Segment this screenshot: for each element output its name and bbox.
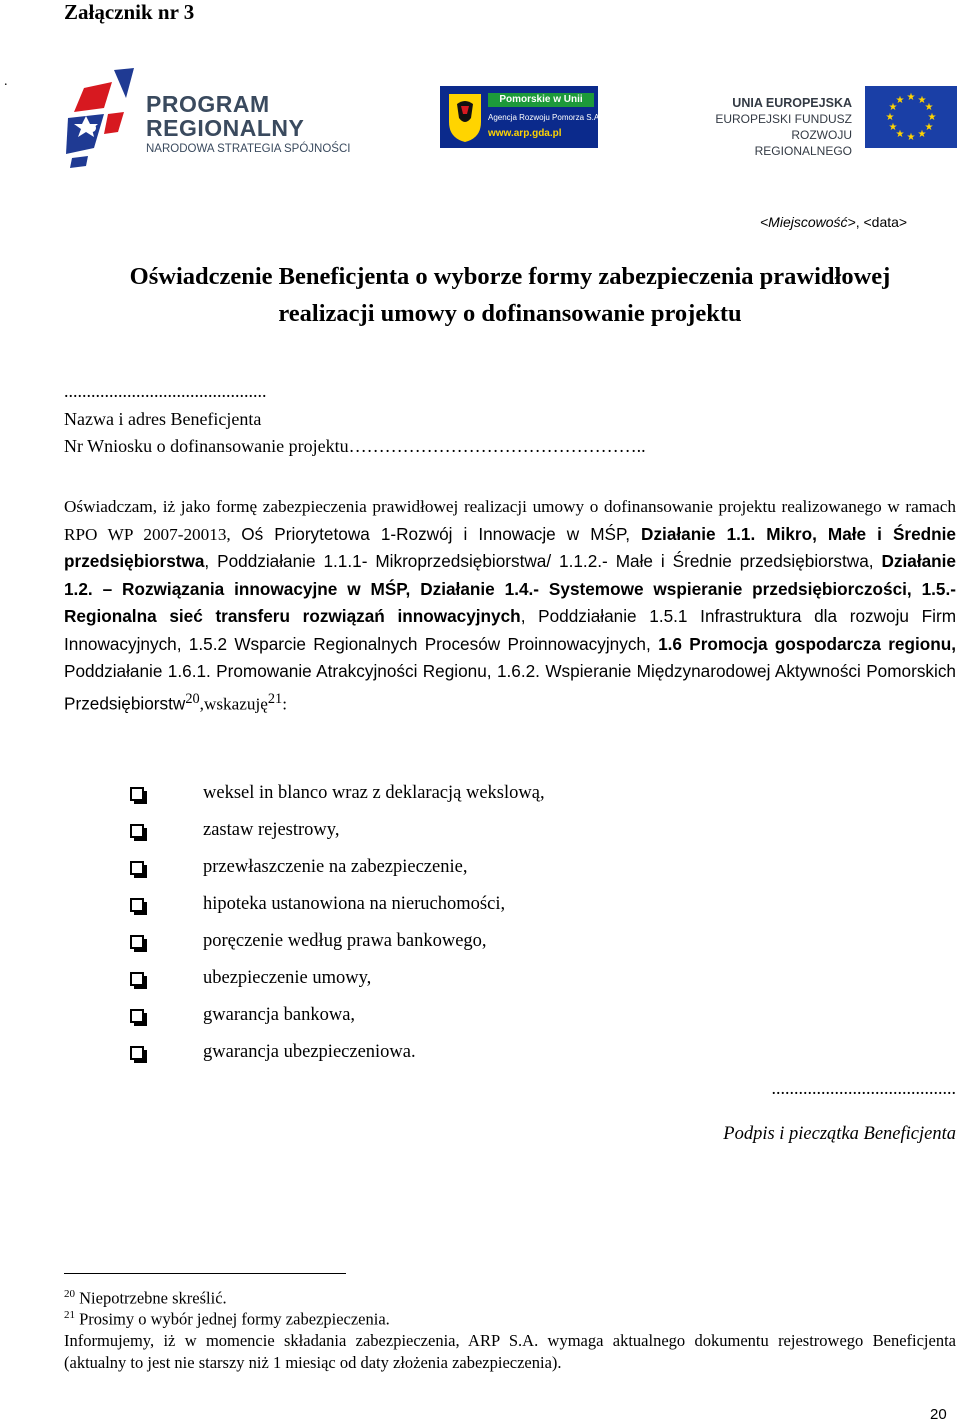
svg-text:★: ★ [906,132,916,143]
signature-label: Podpis i pieczątka Beneficjenta [723,1124,956,1144]
svg-text:★: ★ [895,95,905,106]
footnote-number: 21 [64,1309,75,1321]
svg-text:★: ★ [885,112,895,123]
svg-text:★: ★ [888,102,898,113]
checkbox-icon[interactable] [130,787,144,801]
decl-part-2: Oś Priorytetowa 1-Rozwój i Innowacje w MŚP, [241,523,642,544]
decl-part-1: Oświadczam, iż jako formę zabezpieczenia prawidłowej realizacji umowy o dofinansowanie projektu realizowanego w ramach RPO WP 2007-20013, [64,497,956,544]
option-label: gwarancja bankowa, [203,1005,356,1025]
svg-text:★: ★ [895,129,905,140]
footnote-21 [64,1305,390,1330]
decl-part-10: : [282,694,287,714]
footnote-info: Informujemy, iż w momencie składania zabezpieczenia, ARP S.A. wymaga aktualnego dokumentu rejestrowego Beneficjenta (aktualny to jest nie starszy niż 1 miesiąc od daty złożenia zabezpieczenia). [64,1331,956,1372]
option-bank-surety[interactable] [130,923,545,960]
decl-part-7: 1.6 Promocja gospodarcza regionu, [658,633,956,654]
footnote-ref-21: 21 [267,690,283,707]
eu-flag-icon [865,86,957,148]
beneficiary-block [64,406,646,460]
footnote-text: Niepotrzebne skreślić. [79,1288,227,1308]
svg-text:★: ★ [906,92,916,103]
footnote-ref-20: 20 [185,690,200,707]
option-transfer-of-ownership[interactable] [130,849,545,886]
pomorskie-url: www.arp.gda.pl [488,128,562,139]
option-label: gwarancja ubezpieczeniowa. [203,1042,416,1062]
eu-line3: ROZWOJU REGIONALNEGO [754,128,852,158]
decl-part-5: Działanie 1.2. – Rozwiązania innowacyjne w MŚP, Działanie 1.4.- Systemowe wspieranie przedsiębiorczości, 1.5.- Regionalna sieć transferu rozwiązań innowacyjnych [64,551,956,626]
pomorskie-subtitle: Agencja Rozwoju Pomorza S.A. [488,113,602,122]
option-label: weksel in blanco wraz z deklaracją wekslową, [203,783,545,803]
place-placeholder: <Miejscowość> [760,214,856,230]
signature-dots: ......................................... [771,1078,956,1098]
beneficiary-dots: ............................................. [64,381,267,401]
nss-line: NARODOWA STRATEGIA SPÓJNOŚCI [146,143,351,155]
checkbox-icon[interactable] [130,1009,144,1023]
security-options-list [130,775,545,1071]
option-promissory-note[interactable] [130,775,545,812]
program-regionalny-logo-icon [64,68,146,168]
application-number-dots: ………………………………………….. [348,436,646,456]
footnote-number: 20 [64,1288,75,1300]
beneficiary-name-label: Nazwa i adres Beneficjenta [64,409,262,429]
decl-part-8: Poddziałanie 1.6.1. Promowanie Atrakcyjności Regionu, 1.6.2. Wspieranie Międzynarodowej Aktywności Pomorskich Przedsiębiorstw [64,661,956,714]
option-label: przewłaszczenie na zabezpieczenie, [203,857,468,877]
decl-part-6: , Poddziałanie 1.5.1 Infrastruktura dla rozwoju Firm Innowacyjnych, 1.5.2 Wsparcie Regionalnych Procesów Proinnowacyjnych, [64,606,957,654]
checkbox-icon[interactable] [130,824,144,838]
checkbox-icon[interactable] [130,898,144,912]
svg-text:★: ★ [924,102,934,113]
stray-dot: . [4,74,8,89]
title-line-2: realizacji umowy o dofinansowanie projektu [278,300,742,327]
decl-part-3: Działanie 1.1. Mikro, Małe i Średnie przedsiębiorstwa [64,523,956,571]
place-date-separator: , [855,214,864,230]
option-mortgage[interactable] [130,886,545,923]
svg-text:★: ★ [917,129,927,140]
annex-title: Załącznik nr 3 [64,0,195,24]
date-placeholder: <data> [863,214,908,230]
option-label: ubezpieczenie umowy, [203,968,372,988]
option-bank-guarantee[interactable] [130,997,545,1034]
application-number-line [64,433,646,460]
griffin-crest-icon [447,92,483,142]
option-contract-insurance[interactable] [130,960,545,997]
application-number-label: Nr Wniosku o dofinansowanie projektu [64,436,349,456]
place-date [760,214,907,230]
program-regionalny-wordmark [146,92,304,140]
svg-text:★: ★ [927,112,937,123]
option-label: hipoteka ustanowiona na nieruchomości, [203,894,506,914]
option-label: zastaw rejestrowy, [203,820,340,840]
document-title [60,258,960,332]
eu-line1: UNIA EUROPEJSKA [732,96,852,110]
pomorskie-title: Pomorskie w Unii [488,93,594,107]
svg-text:★: ★ [888,122,898,133]
regionalny-line: REGIONALNY [146,115,305,141]
declaration-paragraph [64,494,956,718]
checkbox-icon[interactable] [130,935,144,949]
program-line: PROGRAM [146,91,270,117]
footnote-text: Prosimy o wybór jednej formy zabezpieczenia. [79,1309,390,1329]
checkbox-icon[interactable] [130,861,144,875]
footnote-separator [64,1273,346,1274]
decl-part-9: ,wskazuję [199,694,268,714]
svg-text:★: ★ [924,122,934,133]
eu-wordmark [696,95,852,159]
decl-part-4: , Poddziałanie 1.1.1- Mikroprzedsiębiorstwa/ 1.1.2.- Małe i Średnie przedsiębiorstwa, [204,551,882,571]
eu-line2: EUROPEJSKI FUNDUSZ [715,112,852,126]
checkbox-icon[interactable] [130,1046,144,1060]
title-line-1: Oświadczenie Beneficjenta o wyborze formy zabezpieczenia prawidłowej [129,263,891,290]
checkbox-icon[interactable] [130,972,144,986]
option-insurance-guarantee[interactable] [130,1034,545,1071]
svg-text:★: ★ [917,95,927,106]
page-number: 20 [930,1406,947,1423]
option-label: poręczenie według prawa bankowego, [203,931,487,951]
option-registered-pledge[interactable] [130,812,545,849]
